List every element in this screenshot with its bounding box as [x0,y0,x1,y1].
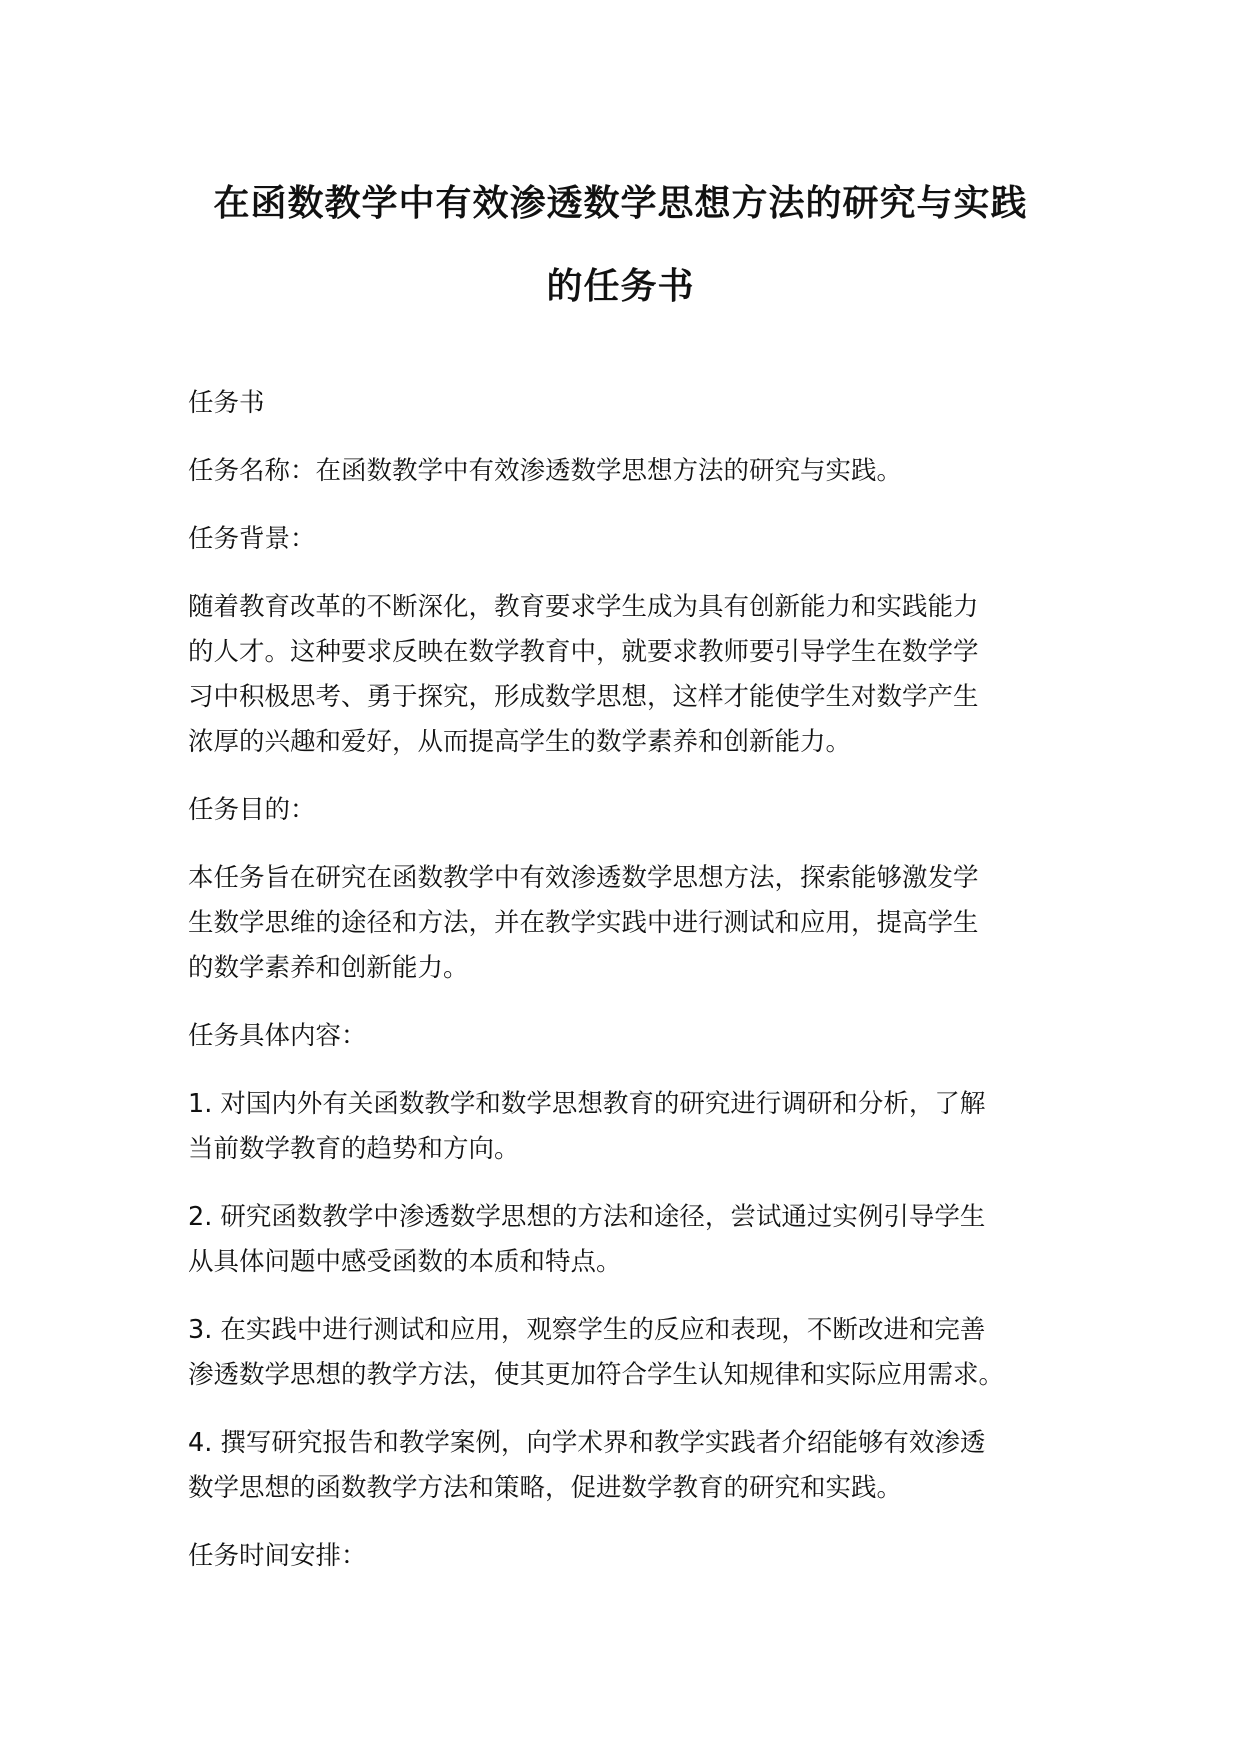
task-name-line [188,449,1088,494]
paragraph-line: 浓厚的兴趣和爱好，从而提高学生的数学素养和创新能力。 [188,727,852,757]
paragraph-line: 渗透数学思想的教学方法，使其更加符合学生认知规律和实际应用需求。 [188,1360,1005,1390]
paragraph-line: 随着教育改革的不断深化，教育要求学生成为具有创新能力和实践能力 [188,592,979,622]
paragraph-line: 4. 撰写研究报告和教学案例，向学术界和教学实践者介绍能够有效渗透 [188,1428,986,1458]
paragraph-line: 当前数学教育的趋势和方向。 [188,1134,520,1164]
section-heading-background [188,517,1088,562]
paragraph-line: 3. 在实践中进行测试和应用，观察学生的反应和表现，不断改进和完善 [188,1315,986,1345]
document-title-line-2: 的任务书 [546,266,695,307]
paragraph-line: 1. 对国内外有关函数教学和数学思想教育的研究进行调研和分析，了解 [188,1089,986,1119]
background-paragraph [188,585,1088,765]
paragraph-line: 数学思想的函数教学方法和策略，促进数学教育的研究和实践。 [188,1473,903,1503]
section-heading-purpose [188,788,1088,833]
section-heading-task-book [188,381,1088,426]
section-heading-content [188,1014,1088,1059]
document-body [188,381,1088,1602]
paragraph-line: 本任务旨在研究在函数教学中有效渗透数学思想方法，探索能够激发学 [188,863,979,893]
paragraph-line: 的数学素养和创新能力。 [188,953,469,983]
paragraph-line: 生数学思维的途径和方法，并在教学实践中进行测试和应用，提高学生 [188,908,979,938]
section-heading-schedule [188,1534,1088,1579]
paragraph-line: 任务目的： [188,795,316,825]
paragraph-line: 任务背景： [188,524,316,554]
paragraph-line: 从具体问题中感受函数的本质和特点。 [188,1247,622,1277]
paragraph-line: 2. 研究函数教学中渗透数学思想的方法和途径，尝试通过实例引导学生 [188,1202,986,1232]
content-item-1 [188,1082,1088,1172]
purpose-paragraph [188,856,1088,991]
paragraph-line: 任务具体内容： [188,1021,367,1051]
document-title-line-1: 在函数教学中有效渗透数学思想方法的研究与实践 [213,183,1028,224]
content-item-4 [188,1421,1088,1511]
paragraph-line: 习中积极思考、勇于探究，形成数学思想，这样才能使学生对数学产生 [188,682,979,712]
paragraph-line: 任务名称：在函数教学中有效渗透数学思想方法的研究与实践。 [188,456,903,486]
content-item-2 [188,1195,1088,1285]
paragraph-line: 任务时间安排： [188,1541,367,1571]
content-item-3 [188,1308,1088,1398]
paragraph-line: 的人才。这种要求反映在数学教育中，就要求教师要引导学生在数学学 [188,637,979,667]
paragraph-line: 任务书 [188,388,265,418]
